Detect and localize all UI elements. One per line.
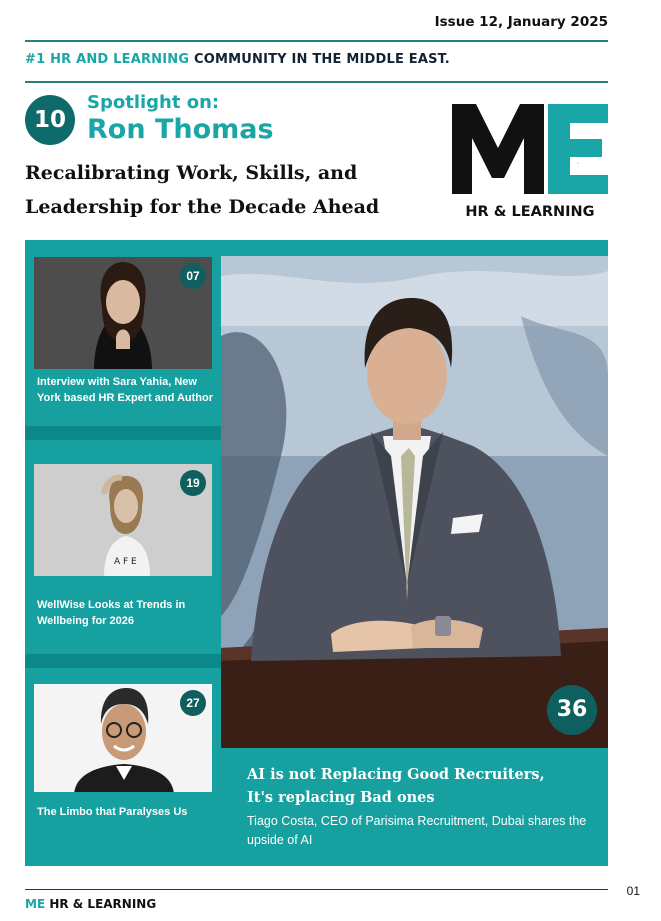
sidebar-item-limbo[interactable]: [25, 684, 221, 854]
logo-letter-e: [548, 104, 608, 194]
tagline-rest: COMMUNITY IN THE MIDDLE EAST.: [189, 52, 450, 67]
headline-line-2: Leadership for the Decade Ahead: [25, 196, 380, 218]
header-divider: [25, 40, 608, 42]
svg-text:M: M: [497, 163, 499, 165]
footer-brand: [25, 897, 156, 911]
logo-letter-m: [452, 104, 544, 194]
tagline: [25, 52, 450, 67]
sidebar-separator: [25, 426, 221, 440]
sidebar-item-caption: WellWise Looks at Trends in Wellbeing for 2026: [37, 599, 186, 627]
footer-brand-accent: ME: [25, 897, 46, 911]
page-badge: 27: [180, 690, 206, 716]
sidebar-item-caption: Interview with Sara Yahia, New York based HR Expert and Author: [37, 376, 214, 404]
feature-cover-photo[interactable]: [221, 256, 608, 748]
feature-subtitle: Tiago Costa, CEO of Parisima Recruitment, Dubai shares the upside of AI: [247, 814, 587, 847]
spotlight-label: Spotlight on:: [87, 92, 220, 113]
spotlight-headline[interactable]: [25, 156, 425, 224]
page-badge: 19: [180, 470, 206, 496]
sidebar-item-wellwise[interactable]: [25, 464, 221, 634]
feature-title-line-2: It's replacing Bad ones: [247, 789, 435, 806]
feature-title-line-1: AI is not Replacing Good Recruiters,: [247, 766, 545, 783]
page-number: 01: [626, 884, 640, 898]
feature-page-badge[interactable]: 36: [547, 685, 597, 735]
svg-text:E: E: [577, 163, 579, 165]
page-badge: 07: [180, 263, 206, 289]
feature-title[interactable]: [247, 763, 597, 809]
svg-text:A F E: A F E: [114, 557, 137, 567]
sidebar-item-caption: The Limbo that Paralyses Us: [37, 806, 188, 818]
feature-top-strip: [221, 240, 608, 256]
headline-line-1: Recalibrating Work, Skills, and: [25, 162, 358, 184]
tagline-divider: [25, 81, 608, 83]
sidebar-separator: [25, 654, 221, 668]
sidebar-item-interview[interactable]: [25, 257, 221, 427]
footer-divider: [25, 889, 608, 890]
logo-mark: [452, 104, 608, 194]
spotlight-page-badge[interactable]: 10: [25, 95, 75, 145]
issue-date: Issue 12, January 2025: [434, 14, 608, 30]
footer-brand-rest: HR & LEARNING: [45, 897, 157, 911]
me-logo: [452, 104, 608, 224]
spotlight-name[interactable]: Ron Thomas: [87, 114, 274, 145]
logo-subtitle: HR & LEARNING: [465, 204, 595, 220]
tagline-accent: #1 HR AND LEARNING: [25, 52, 190, 67]
